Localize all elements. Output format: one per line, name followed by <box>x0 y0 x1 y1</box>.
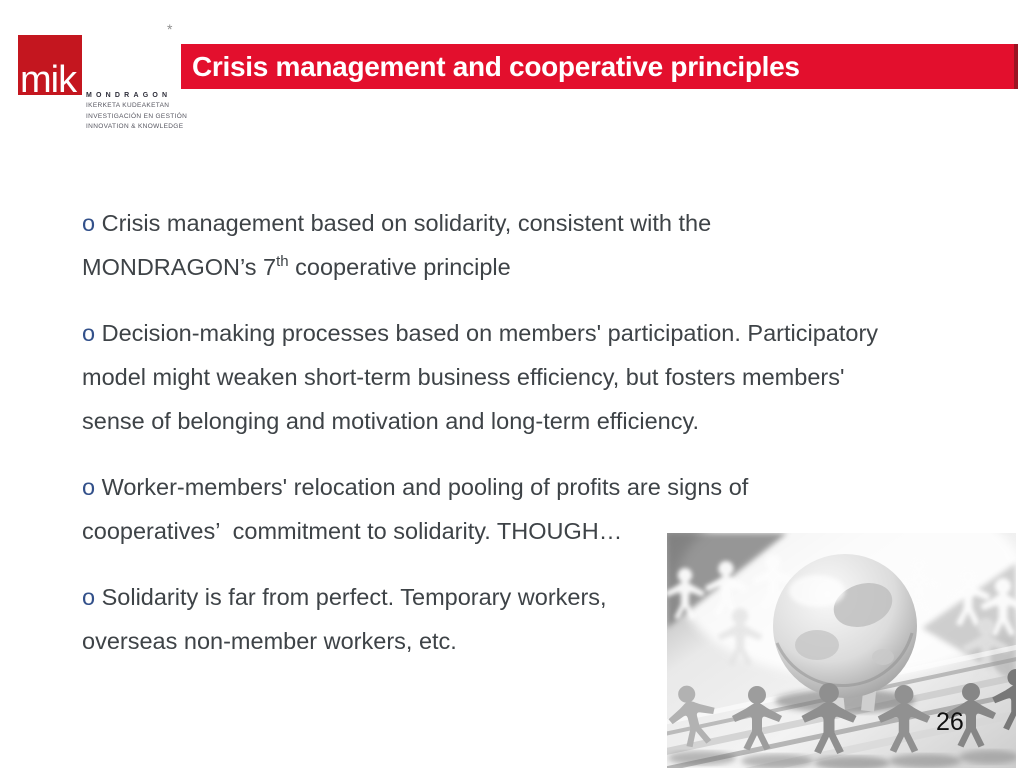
bullet-1-superscript: th <box>276 253 289 271</box>
logo-line-mondragon: MONDRAGON <box>86 92 172 99</box>
bullet-1-line-1: Crisis management based on solidarity, consistent with the <box>101 210 712 236</box>
mondragon-logo-text <box>86 90 188 133</box>
mik-logo <box>18 35 82 101</box>
bullet-1-line-2a: MONDRAGON’s 7 <box>82 254 277 280</box>
bullet-4-line-2: overseas non-member workers, etc. <box>82 628 457 654</box>
bullet-marker: o <box>82 320 102 346</box>
bullet-1 <box>82 201 992 289</box>
bullet-3-line-2: cooperatives’ commitment to solidarity. THOUGH… <box>82 518 623 544</box>
slide-title-bar <box>181 44 1018 89</box>
logo-line-spanish: INVESTIGACIÓN EN GESTIÓN <box>86 112 188 120</box>
mik-logo-acronym: mik <box>20 59 77 101</box>
bullet-marker: o <box>82 584 102 610</box>
bullet-marker: o <box>82 210 102 236</box>
logo-line-english: INNOVATION & KNOWLEDGE <box>86 123 184 130</box>
bullet-2-line-1: Decision-making processes based on members' participation. Participatory <box>101 320 879 346</box>
bullet-2-line-3: sense of belonging and motivation and long-term efficiency. <box>82 408 700 434</box>
bullet-2 <box>82 311 992 443</box>
bullet-2-line-2: model might weaken short-term business efficiency, but fosters members' <box>82 364 845 390</box>
bullet-4-line-1: Solidarity is far from perfect. Temporary workers, <box>101 584 607 610</box>
bullet-1-line-2c: cooperative principle <box>288 254 511 280</box>
logo-line-basque: IKERKETA KUDEAKETAN <box>86 102 170 109</box>
bullet-marker: o <box>82 474 102 500</box>
page-number: 26 <box>936 708 964 736</box>
decorative-asterisk: * <box>167 21 173 37</box>
slide-title: Crisis management and cooperative principles <box>192 51 800 82</box>
bullet-3-line-1: Worker-members' relocation and pooling of profits are signs of <box>101 474 749 500</box>
